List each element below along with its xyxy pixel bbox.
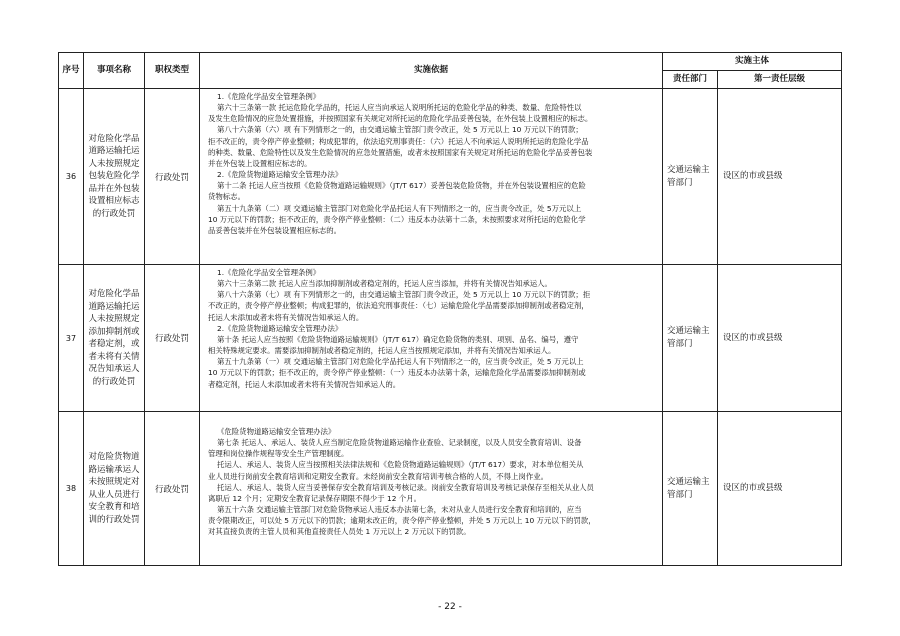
table-row: [59, 265, 842, 412]
row-responsibility-level: 设区的市或县级: [718, 265, 842, 412]
basis-line: 第八十六条第（七）项 有下列情形之一的，由交通运输主管部门责令改正，处 5 万元以上 10 万元以下的罚款；拒: [217, 290, 591, 300]
row-responsible-dept: 交通运输主管部门: [663, 89, 718, 265]
basis-line: 及发生危险情况的应急处置措施，并按照国家有关规定对所托运的危险化学品妥善包装，在外包装上设置相应的标志。: [208, 114, 593, 124]
basis-line: 的种类、数量、危险特性以及发生危险情况的应急处置措施，或者未按照国家有关规定对所托运的危险化学品妥善包装: [208, 147, 593, 157]
basis-line: 第五十六条 交通运输主管部门对危险货物承运人违反本办法第七条，未对从业人员进行安全教育和培训的，应当: [217, 505, 582, 515]
basis-line: 《危险货物道路运输安全管理办法》: [217, 427, 336, 436]
row-authority-type: 行政处罚: [145, 265, 200, 412]
basis-line: 第六十三条第一款 托运危险化学品的，托运人应当向承运人说明所托运的危险化学品的种类、数量、危险特性以: [217, 103, 582, 113]
row-legal-basis: [200, 412, 663, 566]
basis-line: 2.《危险货物道路运输安全管理办法》: [217, 170, 343, 180]
basis-line: 货物标志。: [208, 192, 245, 202]
basis-line: 离职后 12 个月；定期安全教育记录保存期限不得少于 12 个月。: [208, 493, 421, 503]
basis-line: 第五十九条第（二）项 交通运输主管部门对危险化学品托运人有下列情形之一的，应当责令改正，处 5万元以上: [217, 203, 582, 213]
basis-line: 第五十九条第（一）项 交通运输主管部门对危险化学品托运人有下列情形之一的，应当责令改正，处 5 万元以上: [217, 357, 584, 367]
basis-line: 业人员进行岗前安全教育培训和定期安全教育。未经岗前安全教育培训考核合格的人员，不得上岗作业。: [208, 471, 548, 481]
header-serial-no: 序号: [59, 53, 84, 89]
basis-line: 第六十三条第二款 托运人应当添加抑制剂或者稳定剂的，托运人应当添加，并将有关情况告知承运人。: [217, 279, 552, 289]
basis-line: 品妥善包装并在外包装设置相应标志的。: [208, 225, 342, 235]
basis-line: 10 万元以下的罚款；拒不改正的，责令停产停业整顿：（一）违反本办法第十条，运输危险化学品需要添加抑制剂或: [208, 368, 586, 378]
basis-line: 2.《危险货物道路运输安全管理办法》: [217, 323, 343, 333]
row-responsibility-level: 设区的市或县级: [718, 412, 842, 566]
basis-line: 第十条 托运人应当按照《危险货物道路运输规则》（JT/T 617）确定危险货物的类别、项别、品名、编号，遵守: [217, 334, 579, 344]
basis-line: 托运人未添加或者未将有关情况告知承运人的。: [208, 312, 364, 322]
basis-line: 相关特殊规定要求。需要添加抑制剂或者稳定剂的，托运人应当按照规定添加，并将有关情况告知承运人。: [208, 346, 556, 356]
basis-line: 托运人、承运人、装货人应当妥善保存安全教育培训及考核记录。岗前安全教育培训及考核记录保存至相关从业人员: [217, 482, 594, 492]
table-row: [59, 412, 842, 566]
basis-line: 管理和岗位操作规程等安全生产管理制度。: [208, 449, 349, 459]
row-responsibility-level: 设区的市或县级: [718, 89, 842, 265]
row-serial-no: 36: [59, 89, 84, 265]
row-responsible-dept: 交通运输主管部门: [663, 265, 718, 412]
header-responsible-dept: 责任部门: [663, 71, 718, 89]
row-authority-type: 行政处罚: [145, 412, 200, 566]
page-number: - 22 -: [438, 602, 462, 612]
basis-line: 1.《危险化学品安全管理条例》: [217, 268, 321, 277]
basis-line: 第八十六条第（六）项 有下列情形之一的，由交通运输主管部门责令改正，处 5 万元以上 10 万元以下的罚款；: [217, 125, 583, 135]
row-legal-basis: [200, 89, 663, 265]
header-implementing-subject: 实施主体: [663, 53, 842, 71]
row-serial-no: 38: [59, 412, 84, 566]
basis-line: 对其直接负责的主管人员和其他直接责任人员处 1 万元以上 2 万元以下的罚款。: [208, 527, 471, 537]
table-row: [59, 89, 842, 265]
basis-line: 不改正的，责令停产停业整顿；构成犯罪的，依法追究刑事责任：（七）运输危险化学品需要添加抑制剂或者稳定剂，: [208, 301, 589, 311]
header-authority-type: 职权类型: [145, 53, 200, 89]
row-legal-basis: [200, 265, 663, 412]
basis-line: 10 万元以下的罚款；拒不改正的，责令停产停业整顿：（二）违反本办法第十二条，未按照要求对所托运的危险化学: [208, 214, 586, 224]
basis-line: 托运人、承运人、装货人应当按照相关法律法规和《危险货物道路运输规则》（JT/T 617）要求，对本单位相关从: [217, 460, 584, 470]
row-item-name: 对危险货物道路运输承运人未按照规定对从业人员进行安全教育和培训的行政处罚: [84, 412, 145, 566]
basis-line: 拒不改正的，责令停产停业整顿；构成犯罪的，依法追究刑事责任：（六）托运人不向承运人说明所托运的危险化学品: [208, 136, 589, 146]
enforcement-items-table: [58, 52, 842, 566]
header-item-name: 事项名称: [84, 53, 145, 89]
row-responsible-dept: 交通运输主管部门: [663, 412, 718, 566]
row-item-name: 对危险化学品道路运输托运人未按照规定添加抑制剂或者稳定剂，或者未将有关情况告知承运人的行政处罚: [84, 265, 145, 412]
basis-line: 第七条 托运人、承运人、装货人应当制定危险货物道路运输作业查验、记录制度，以及人员安全教育培训、设备: [217, 438, 582, 448]
row-authority-type: 行政处罚: [145, 89, 200, 265]
header-first-responsibility-level: 第一责任层级: [718, 71, 842, 89]
basis-line: 第十二条 托运人应当按照《危险货物道路运输规则》（JT/T 617）妥善包装危险货物，并在外包装设置相应的危险: [217, 181, 586, 191]
header-legal-basis: 实施依据: [200, 53, 663, 89]
basis-line: 责令限期改正，可以处 5 万元以下的罚款；逾期未改正的，责令停产停业整顿，并处 5 万元以上 10 万元以下的罚款，: [208, 516, 596, 526]
row-item-name: 对危险化学品道路运输托运人未按照规定包装危险化学品并在外包装设置相应标志的行政处罚: [84, 89, 145, 265]
basis-line: 并在外包装上设置相应标志的。: [208, 158, 312, 168]
row-serial-no: 37: [59, 265, 84, 412]
basis-line: 1.《危险化学品安全管理条例》: [217, 92, 321, 101]
basis-line: 者稳定剂，托运人未添加或者未将有关情况告知承运人的。: [208, 379, 401, 389]
